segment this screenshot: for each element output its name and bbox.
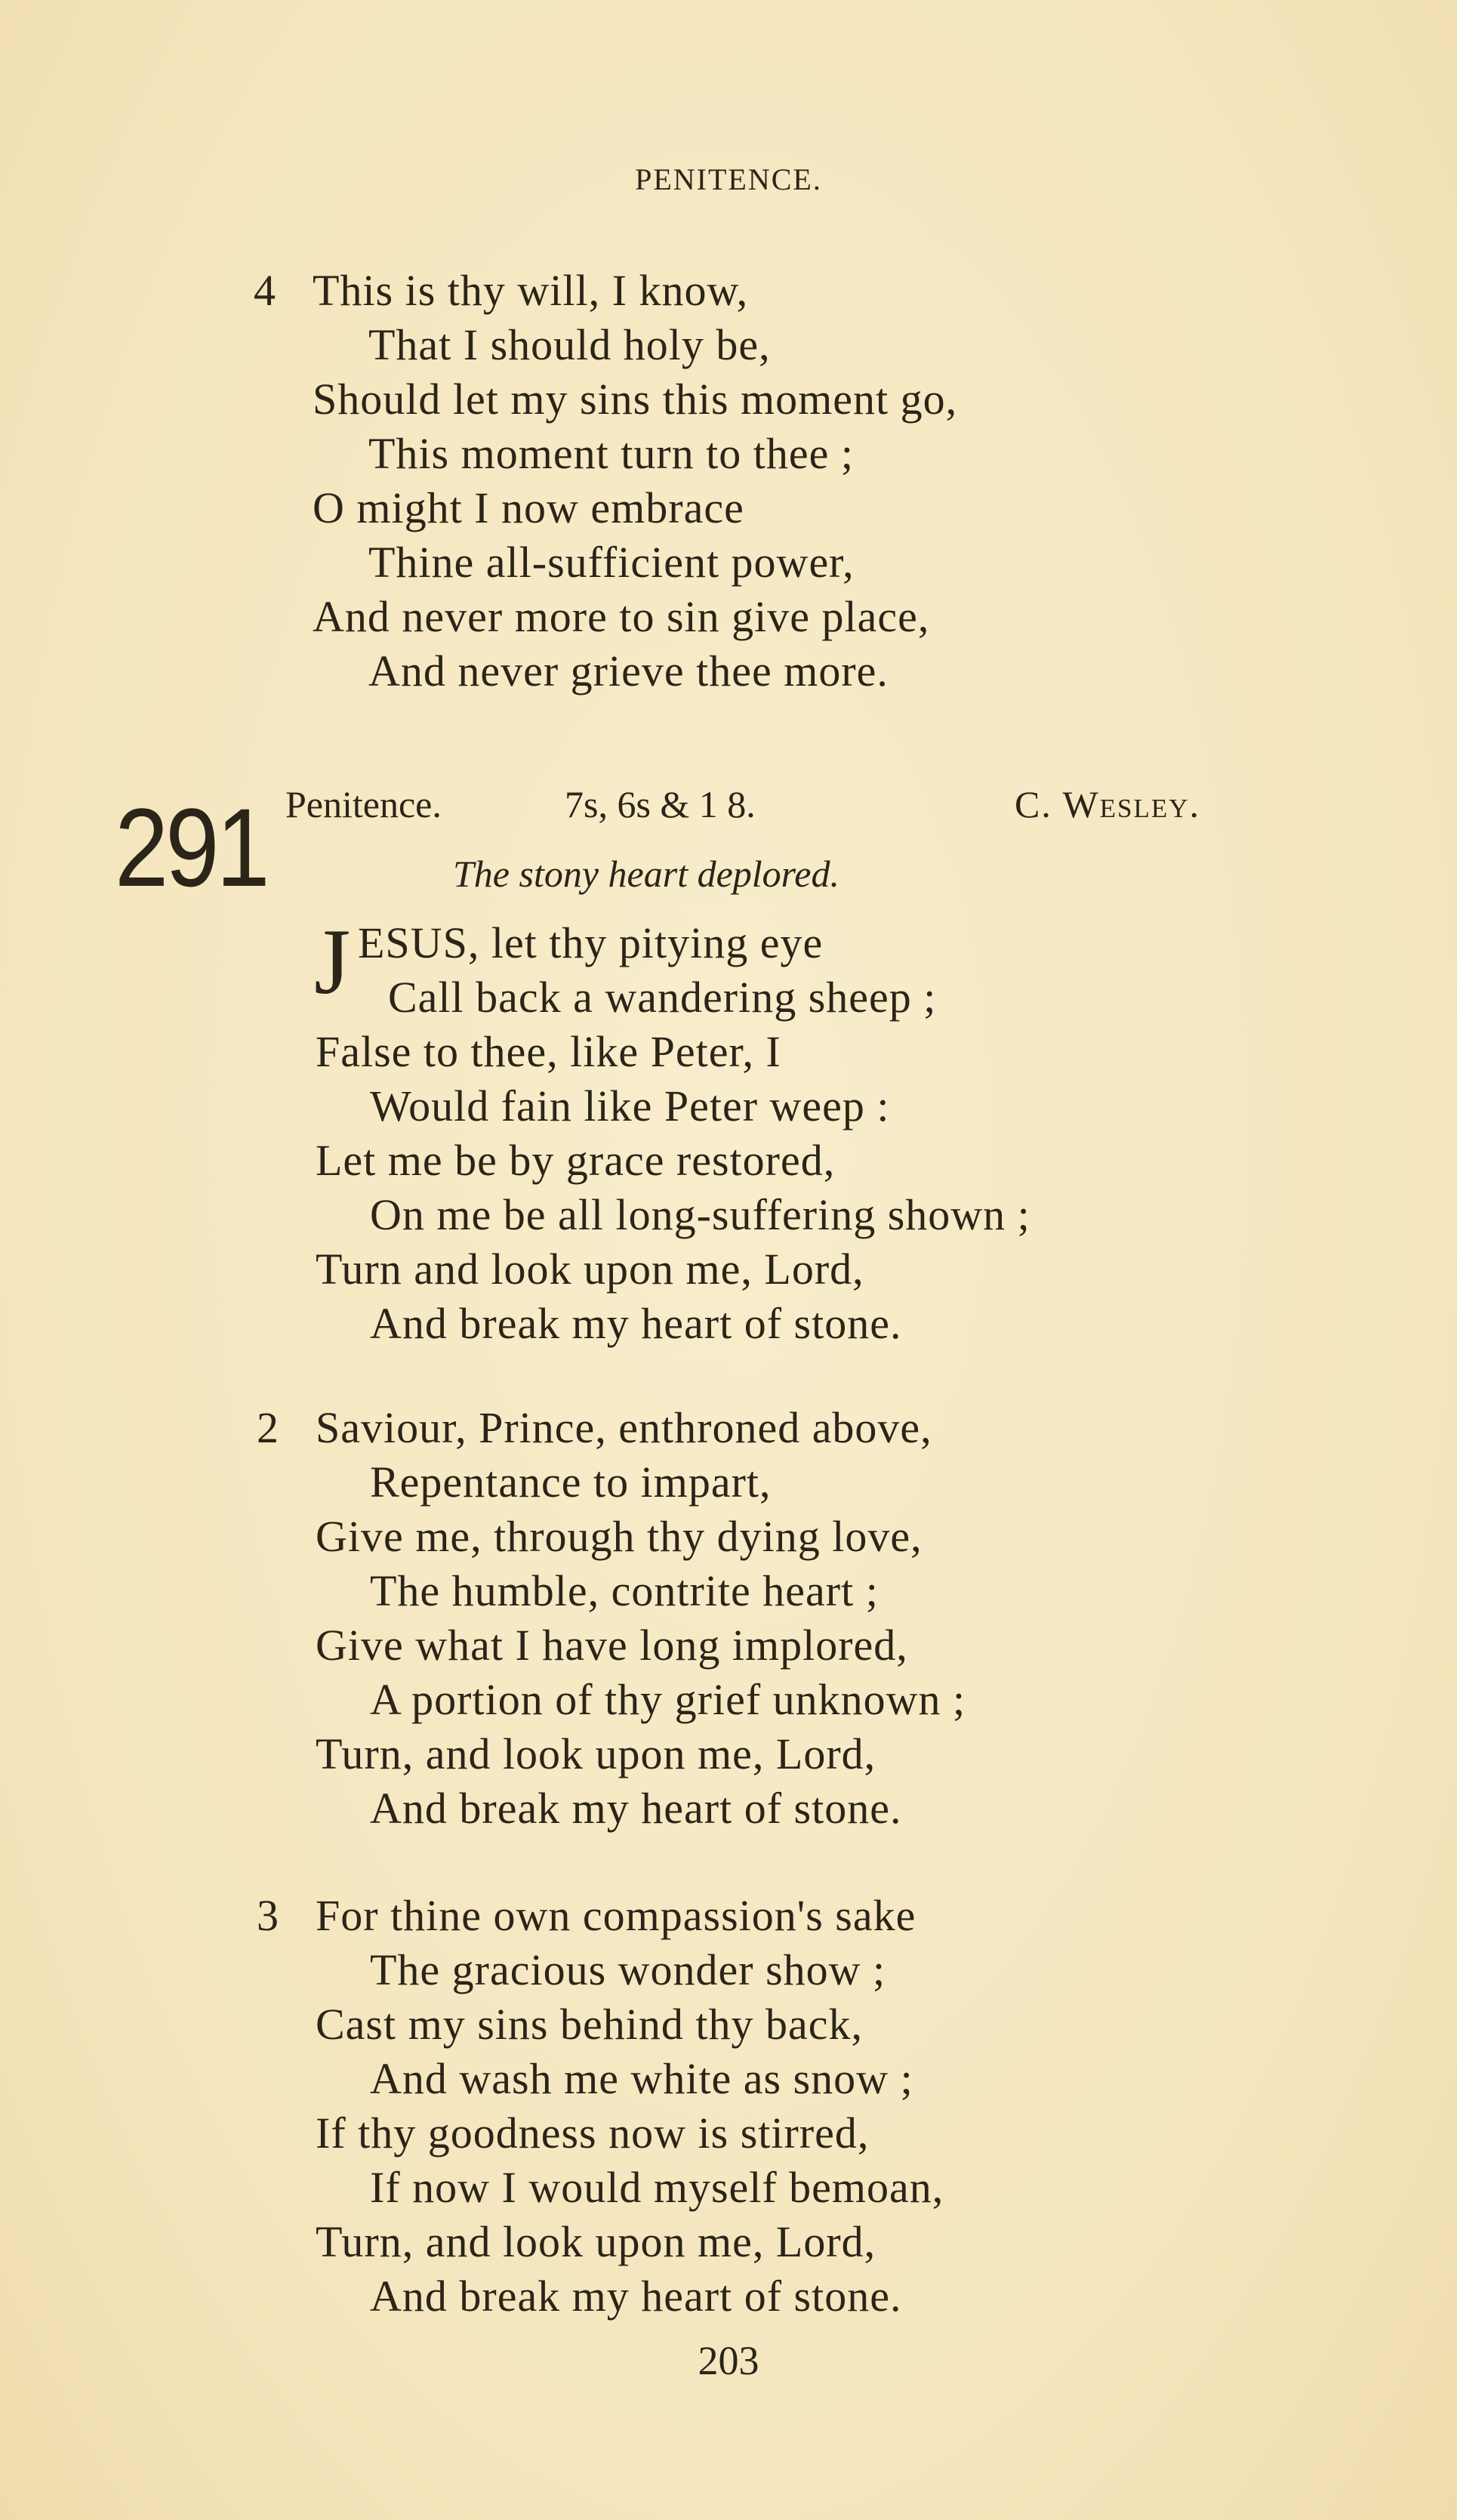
verse-line: Repentance to impart, (370, 1457, 772, 1507)
verse-line: Cast my sins behind thy back, (316, 2000, 863, 2049)
verse-line: This is thy will, I know, (313, 266, 749, 315)
verse-line: On me be all long-suffering shown ; (370, 1190, 1030, 1239)
verse-line: And break my heart of stone. (370, 2272, 902, 2321)
verse-line: That I should holy be, (368, 320, 771, 369)
running-head: PENITENCE. (635, 162, 822, 196)
verse-line: Would fain like Peter weep : (370, 1081, 890, 1130)
stanza-number: 4 (254, 266, 276, 315)
verse-line: Give me, through thy dying love, (316, 1512, 923, 1561)
verse-line: And wash me white as snow ; (370, 2054, 913, 2103)
verse-line: Call back a wandering sheep ; (388, 973, 937, 1022)
verse-line: And break my heart of stone. (370, 1784, 902, 1833)
stanza-number: 2 (257, 1403, 279, 1452)
hymn-author: C. Wesley. (1015, 783, 1201, 825)
stanza-number: 3 (257, 1891, 279, 1940)
hymn-number: 291 (115, 785, 267, 911)
verse-line: And break my heart of stone. (370, 1299, 902, 1348)
verse-line: Saviour, Prince, enthroned above, (316, 1403, 932, 1452)
verse-line: A portion of thy grief unknown ; (370, 1675, 966, 1724)
verse-line: Let me be by grace restored, (316, 1136, 836, 1185)
drop-cap: J (314, 910, 351, 1013)
verse-line: Turn, and look upon me, Lord, (316, 1729, 876, 1778)
verse-line: Turn and look upon me, Lord, (316, 1245, 864, 1294)
verse-line: Should let my sins this moment go, (313, 375, 958, 424)
verse-line: Thine all-sufficient power, (368, 538, 855, 587)
verse-line: Turn, and look upon me, Lord, (316, 2217, 876, 2266)
verse-line: Give what I have long implored, (316, 1621, 908, 1670)
hymn-subtitle: The stony heart deplored. (453, 853, 839, 895)
hymn-meter: 7s, 6s & 1 8. (565, 783, 756, 825)
verse-line: If now I would myself bemoan, (370, 2163, 944, 2212)
verse-line: O might I now embrace (313, 483, 744, 532)
verse-line: False to thee, like Peter, I (316, 1027, 781, 1076)
verse-line: The humble, contrite heart ; (370, 1566, 879, 1615)
hymn-topic: Penitence. (285, 783, 442, 825)
verse-line: And never more to sin give place, (313, 592, 930, 641)
verse-line: This moment turn to thee ; (368, 429, 854, 478)
page-number: 203 (698, 2338, 759, 2383)
verse-line: For thine own compassion's sake (316, 1891, 916, 1940)
verse-line: The gracious wonder show ; (370, 1945, 886, 1994)
verse-line: And never grieve thee more. (368, 646, 889, 696)
verse-line: If thy goodness now is stirred, (316, 2108, 870, 2158)
verse-line: ESUS, let thy pitying eye (358, 918, 824, 967)
